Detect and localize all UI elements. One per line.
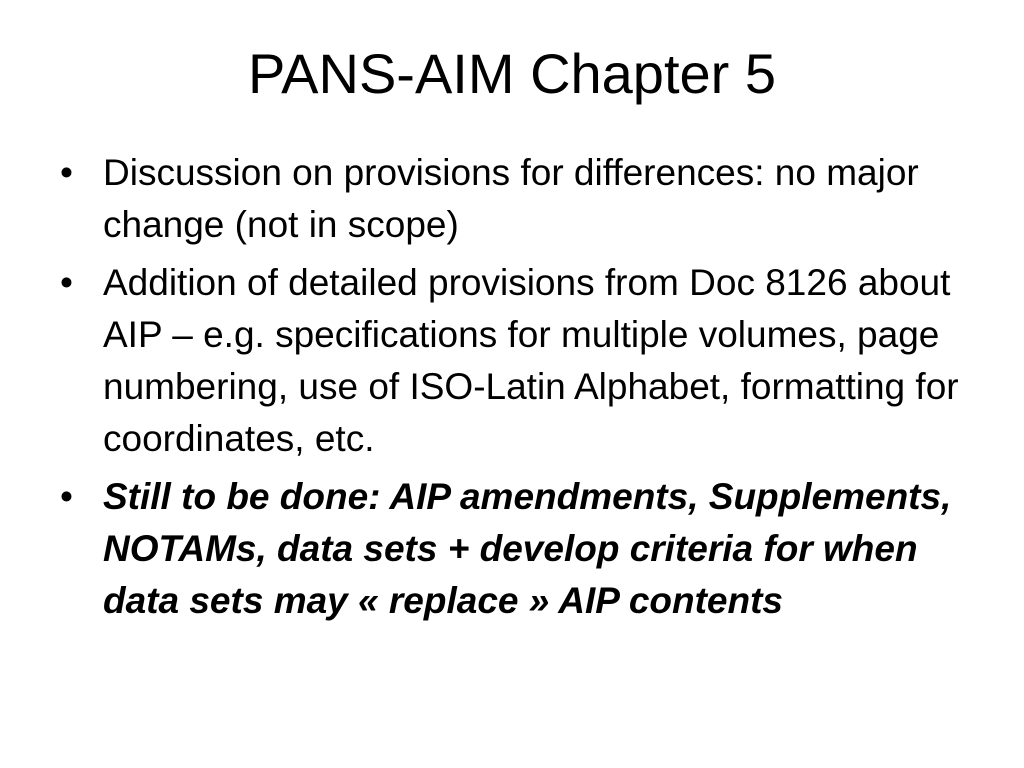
bullet-list	[58, 147, 988, 633]
bullet-dot-icon: •	[60, 152, 73, 193]
bullet-dot-icon: •	[60, 476, 73, 517]
bullet-item-doc8126	[58, 257, 988, 465]
bullet-text: Addition of detailed provisions from Doc 8126 about AIP – e.g. specifications for multiple volumes, page numbering, use of ISO-Latin Alphabet, formatting for coordinates, etc.	[103, 262, 959, 459]
bullet-text: Discussion on provisions for differences: no major change (not in scope)	[103, 152, 919, 245]
slide-title: PANS-AIM Chapter 5	[247, 42, 777, 105]
bullet-item-differences	[58, 147, 988, 251]
bullet-text: Still to be done: AIP amendments, Supplements, NOTAMs, data sets + develop criteria for when data sets may « replace » AIP contents	[103, 476, 952, 621]
bullet-dot-icon: •	[60, 262, 73, 303]
bullet-item-still-to-do	[58, 471, 988, 627]
